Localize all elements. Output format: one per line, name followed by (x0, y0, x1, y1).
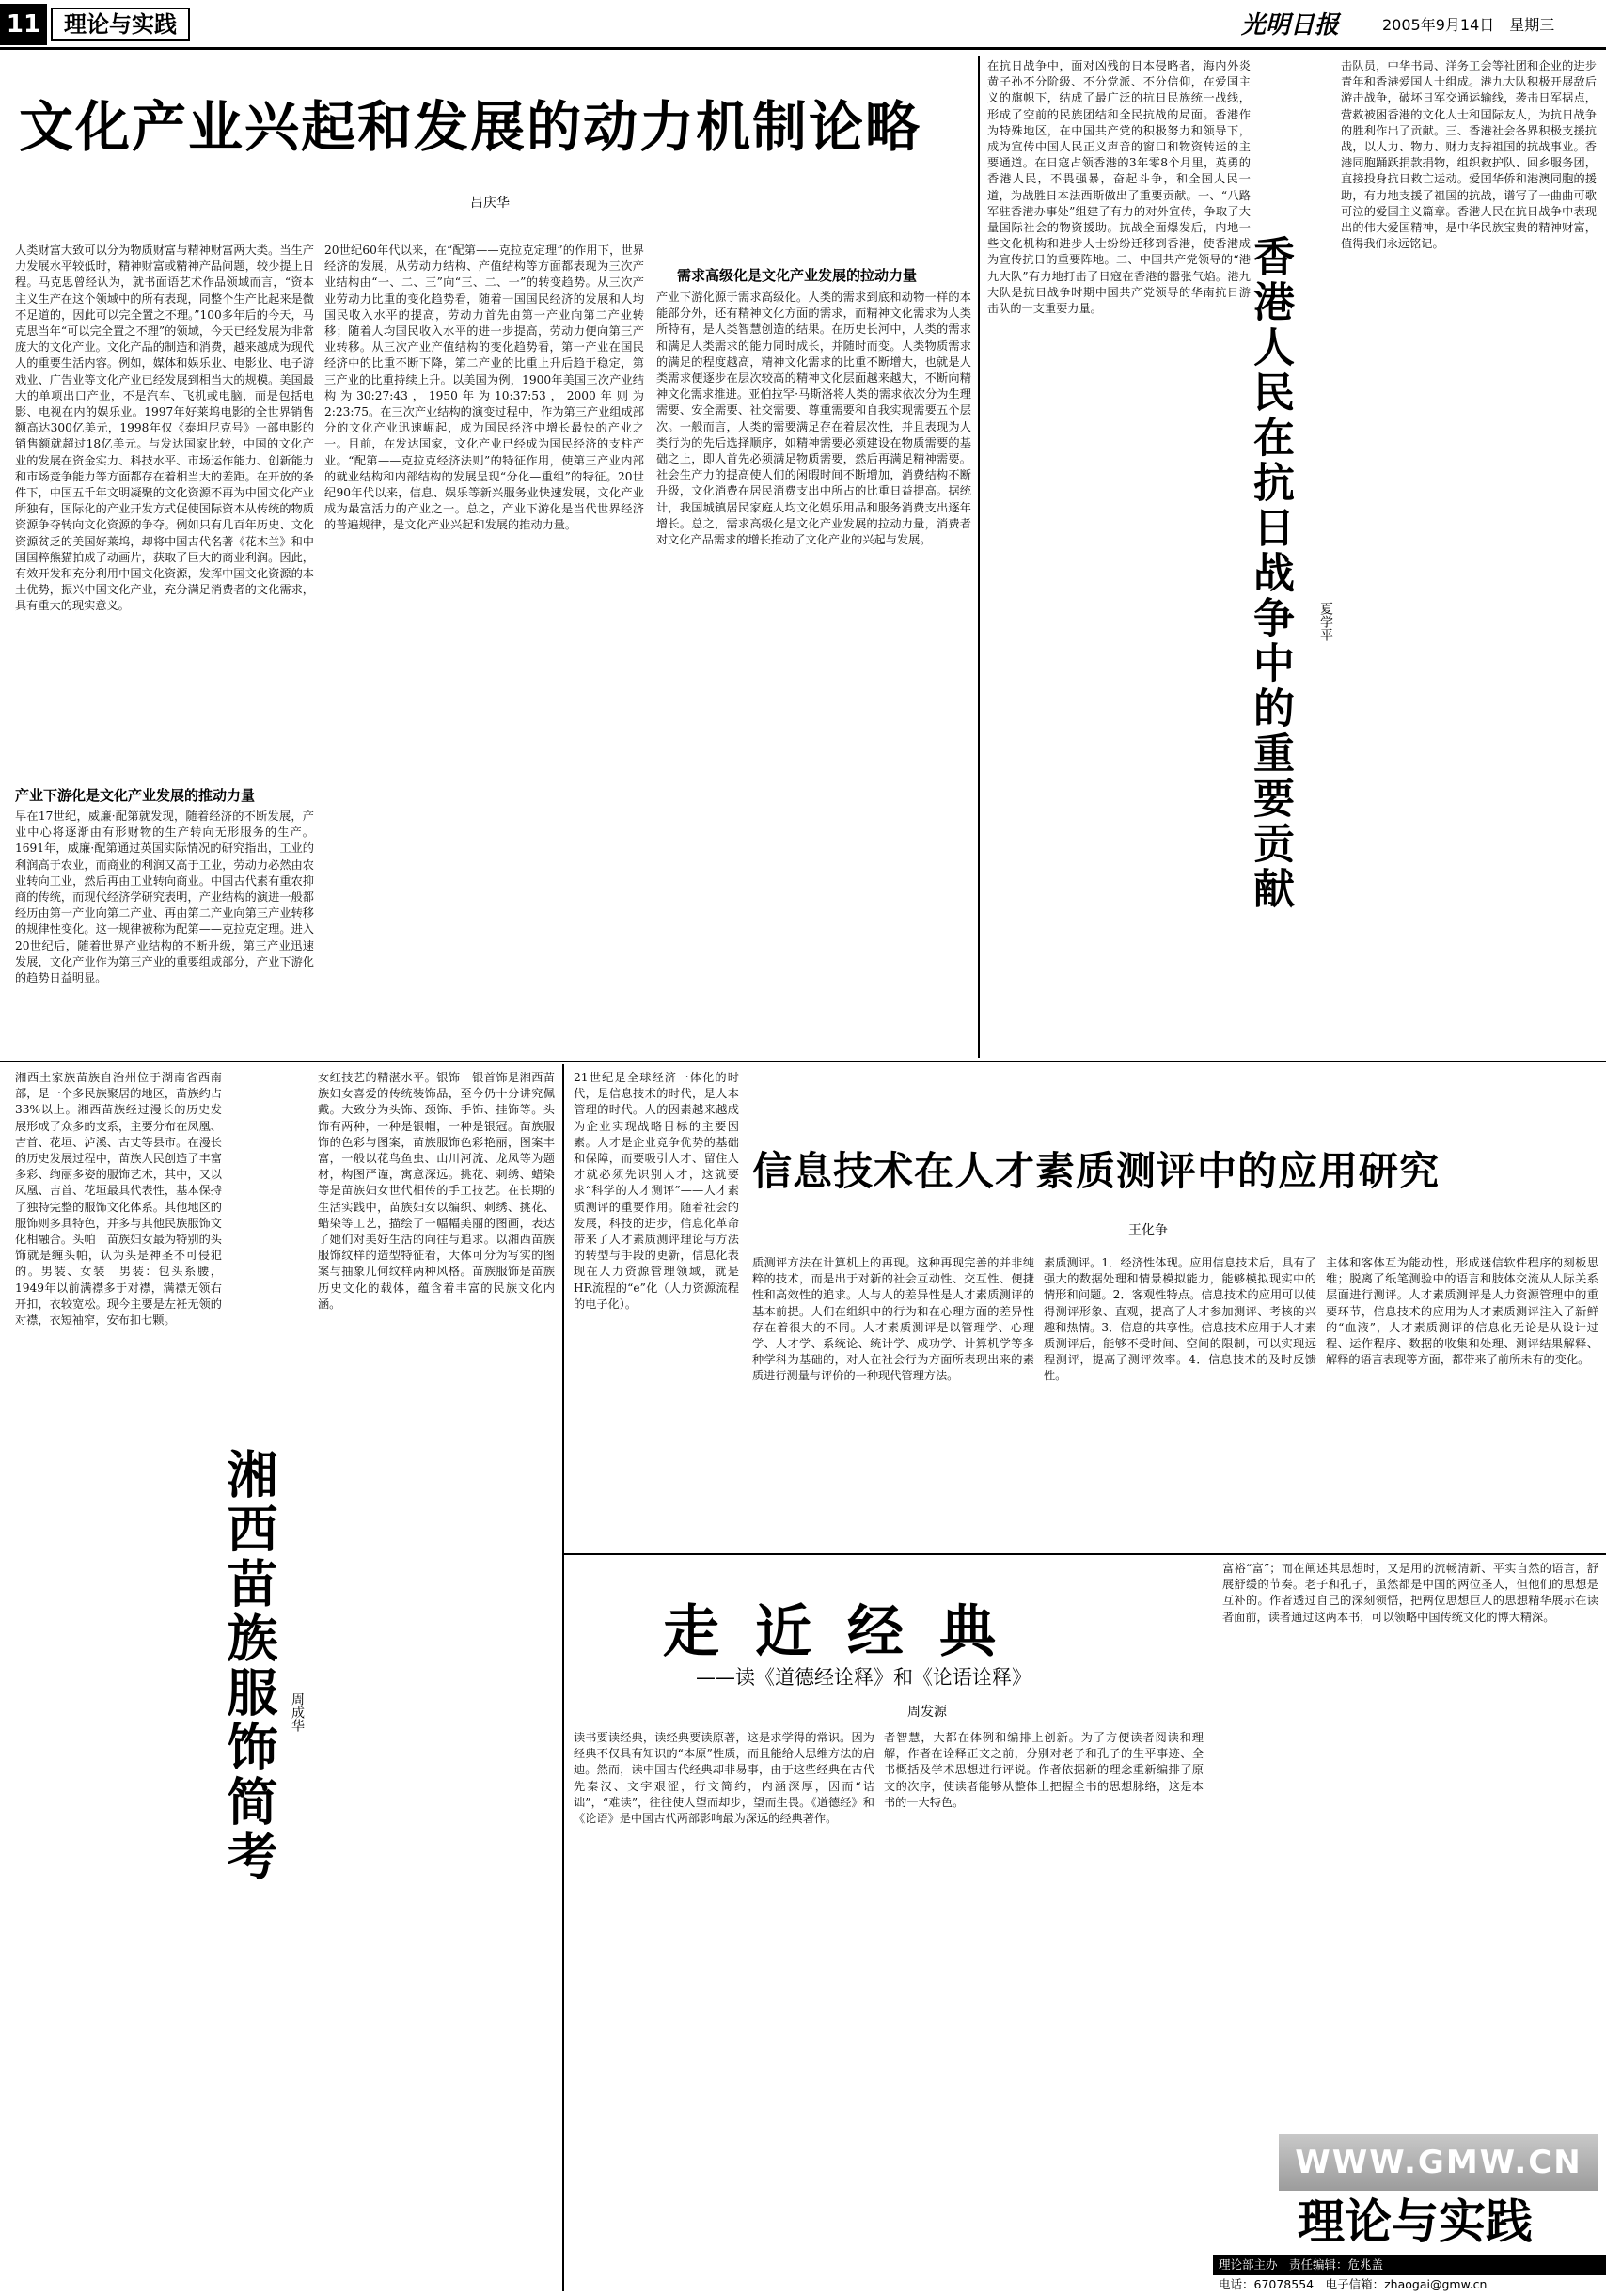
article1-col2: 20世纪60年代以来，在“配第——克拉克定理”的作用下，世界经济的发展，从劳动力结构、产值结构等方面都表现为三次产业结构由“一、二、三”向“三、二、一”的转变趋势。从三次产业劳动力比重的变化趋势看，随着一国国民经济的发展和人均国民收入水平的提高，劳动力首先由第一产业向第二产业转移；随着人均国民收入水平的进一步提高，劳动力便向第三产业转移。从三次产业产值结构的变化趋势看，第一产业在国民经济中的比重不断下降，第二产业的比重上升后趋于稳定，第三产业的比重持续上升。以美国为例，1900年美国三次产业结构为30:27:43，1950年为10:37:53，2000年则为2:23:75。在三次产业结构的演变过程中，作为第三产业组成部分的文化产业迅速崛起，成为国民经济中增长最快的产业之一。目前，在发达国家，文化产业已经成为国民经济的支柱产业。“配第——克拉克经济法则”的特征作用，使第三产业内部的就业结构和内部结构的发展呈现“分化—重组”的特征。20世纪90年代以来，信息、娱乐等新兴服务业快速发展，文化产业成为最富活力的产业之一。总之，产业下游化是当代世界经济的普遍规律，是文化产业兴起和发展的推动力量。 (324, 244, 644, 532)
article1-col3: 产业下游化源于需求高级化。人类的需求到底和动物一样的本能部分外，还有精神文化方面的需求，而精神文化需求为人类所特有，是人类智慧创造的结果。在历史长河中，人类的需求和满足人类需求的能力同时成长，并随时而变。人类物质需求的满足的程度越高，精神文化需求的比重不断增大，也就是人类需求便逐步在层次较高的精神文化层面越来越大，不断向精神文化需求推进。亚伯拉罕·马斯洛将人类的需求依次分为生理需要、安全需要、社交需要、尊重需要和自我实现需要五个层次。一般而言，人类的需要满足存在着层次性，并且表现为人类行为的先后选择顺序，如精神需要必须建设在物质需要的基础之上，即人首先必须满足物质需要，然后再满足精神需要。社会生产力的提高使人们的闲暇时间不断增加，消费结构不断升级，文化消费在居民消费支出中所占的比重日益提高。据统计，我国城镇居民家庭人均文化娱乐用品和服务消费支出逐年增长。总之，需求高级化是文化产业发展的拉动力量，消费者对文化产品需求的增长推动了文化产业的兴起与发展。 (656, 291, 971, 547)
article5-col2: 者智慧，大都在体例和编排上创新。为了方便读者阅读和理解，作者在诠释正文之前，分别对老子和孔子的生平事迹、全书概括及学术思想进行评说。作者依据新的理念重新编排了原文的次序，使读者能够从整体上把握全书的思想脉络，这是本书的一大特色。 (884, 1731, 1204, 1809)
article4-col3: 素质测评。1．经济性体现。应用信息技术后，具有了强大的数据处理和情景模拟能力，能够模拟现实中的情形和问题。2．客观性特点。信息技术的应用可以使得测评形象、直观，提高了人才参加测评、考核的兴趣和热情。3．信息的共享性。信息技术应用于人才素质测评后，能够不受时间、空间的限制，可以实现远程测评，提高了测评效率。4．信息技术的及时反馈性。 (1044, 1256, 1316, 1383)
editor-credits: 理论部主办 责任编辑：危兆盖 (1213, 2255, 1606, 2275)
article2-title: 香港人民在抗日战争中的重要贡献 (1246, 235, 1294, 912)
gmw-logo: WWW.GMW.CN (1279, 2134, 1598, 2191)
section-footer-title: 理论与实践 (1298, 2194, 1533, 2249)
article4-col1: 21世纪是全球经济一体化的时代，是信息技术的时代，是人本管理的时代。人的因素越来越成为企业实现战略目标的主要因素。人才是企业竞争优势的基础和保障，而要吸引人才、留住人才就必须先识别人才，这就要求“科学的人才测评”——人才素质测评的重要作用。随着社会的发展，科技的进步，信息化革命带来了人才素质测评理论与方法的转型与手段的更新，信息化表现在人力资源管理领域，就是HR流程的“e”化（人力资源流程的电子化）。 (574, 1071, 739, 1311)
article1-subhead2: 需求高级化是文化产业发展的拉动力量 (677, 267, 918, 284)
article3-author: 周成华 (290, 1692, 305, 1732)
article1-subhead1: 产业下游化是文化产业发展的推动力量 (15, 787, 256, 804)
column-divider (978, 56, 980, 1058)
section-rule (0, 1061, 1606, 1062)
article4-col4: 主体和客体互为能动性，形成迷信软件程序的刻板思维；脱离了纸笔测验中的语言和肢体交流从人际关系层面进行测评。人才素质测评是人力资源管理中的重要环节，信息技术的应用为人才素质测评注入了新鲜的“血液”，人才素质测评的信息化无论是从设计过程、运作程序、数据的收集和处理、测评结果解释、解释的语言表现等方面，都带来了前所未有的变化。 (1326, 1256, 1598, 1367)
article4-author: 王化争 (1128, 1223, 1168, 1238)
masthead-logo: 光明日报 (1241, 11, 1340, 39)
article1-title: 文化产业兴起和发展的动力机制论略 (19, 95, 922, 159)
article5-author: 周发源 (907, 1705, 947, 1720)
article3-title: 湘西苗族服饰简考 (219, 1448, 278, 1884)
article3-col2: 女红技艺的精湛水平。银饰 银首饰是湘西苗族妇女喜爱的传统装饰品，至今仍十分讲究佩戴。大致分为头饰、颈饰、手饰、挂饰等。头饰有两种，一种是银帽，一种是银冠。苗族服饰的色彩与图案，苗族服饰色彩艳丽，图案丰富，一般以花鸟鱼虫、山川河流、龙凤等为题材，构图严谨，寓意深远。挑花、刺绣、蜡染等是苗族妇女世代相传的手工技艺。在长期的生活实践中，苗族妇女以编织、刺绣、挑花、蜡染等工艺，描绘了一幅幅美丽的图画，表达了她们对美好生活的向往与追求。以湘西苗族服饰纹样的造型特征看，大体可分为写实的图案与抽象几何纹样两种风格。苗族服饰是苗族历史文化的载体，蕴含着丰富的民族文化内涵。 (318, 1071, 555, 1311)
column-divider-2 (562, 1064, 564, 2291)
article1-col1b: 早在17世纪，威廉·配第就发现，随着经济的不断发展，产业中心将逐渐由有形财物的生产转向无形服务的生产。1691年，威廉·配第通过英国实际情况的研究指出，工业的利润高于农业，而商业的利润又高于工业，劳动力必然由农业转向工业，然后再由工业转向商业。中国古代素有重农抑商的传统，而现代经济学研究表明，产业结构的演进一般都经历由第一产业向第二产业、再由第二产业向第三产业转移的规律性变化。这一规律被称为配第——克拉克定理。进入20世纪后，随着世界产业结构的不断升级，第三产业迅速发展，文化产业作为第三产业的重要组成部分，产业下游化的趋势日益明显。 (15, 810, 314, 985)
article4-col2: 质测评方法在计算机上的再现。这种再现完善的并非纯粹的技术，而是出于对新的社会互动性、交互性、便捷性和高效性的追求。人与人的差异性是人才素质测评的基本前提。人们在组织中的行为和在心理方面的差异性存在着很大的不同。人才素质测评是以管理学、心理学、人才学、系统论、统计学、成功学、计算机学等多种学科为基础的，对人在社会行为方面所表现出来的素质进行测量与评价的一种现代管理方法。 (752, 1256, 1034, 1383)
article2-col2: 击队员，中华书局、洋务工会等社团和企业的进步青年和香港爱国人士组成。港九大队积极开展敌后游击战争，破坏日军交通运输线，袭击日军据点，营救被困香港的文化人士和国际友人，为抗日战争的胜利作出了贡献。三、香港社会各界积极支援抗战，以人力、物力、财力支持祖国的抗战事业。香港同胞踊跃捐款捐物，组织救护队、回乡服务团，直接投身抗日救亡运动。爱国华侨和港澳同胞的援助，有力地支援了祖国的抗战，谱写了一曲曲可歌可泣的爱国主义篇章。香港人民在抗日战争中表现出的伟大爱国精神，是中华民族宝贵的精神财富，值得我们永远铭记。 (1341, 59, 1597, 251)
section-rule-2 (564, 1553, 1606, 1555)
article5-subtitle: ——读《道德经诠释》和《论语诠释》 (696, 1666, 1031, 1689)
issue-date: 2005年9月14日 星期三 (1382, 16, 1555, 34)
article2-col1: 在抗日战争中，面对凶残的日本侵略者，海内外炎黄子孙不分阶级、不分党派、不分信仰，在爱国主义的旗帜下，结成了最广泛的抗日民族统一战线，形成了空前的民族团结和全民抗战的局面。香港作为特殊地区，在中国共产党的积极努力和领导下，成为宣传中国人民正义声音的窗口和物资转运的主要通道。在日寇占领香港的3年零8个月里，英勇的香港人民，不畏强暴，奋起斗争，和全国人民一道，为战胜日本法西斯做出了重要贡献。一、“八路军驻香港办事处”组建了有力的对外宣传，争取了大量国际社会的物资援助。抗战全面爆发后，内地一些文化机构和进步人士纷纷迁移到香港，使香港成为宣传抗日的重要阵地。二、中国共产党领导的“港九大队”有力地打击了日寇在香港的嚣张气焰。港九大队是抗日战争时期中国共产党领导的华南抗日游击队的一支重要力量。 (987, 59, 1251, 316)
article1-author: 吕庆华 (470, 196, 510, 211)
article1-col1: 人类财富大致可以分为物质财富与精神财富两大类。当生产力发展水平较低时，精神财富或精神产品问题，较少提上日程。马克思曾经认为，就书面语艺术作品领域而言，“资本主义生产在这个领域中的所有表现，同整个生产比起来是微不足道的，因此可以完全置之不理。”100多年后的今天，马克思当年“可以完全置之不理”的领域，今天已经发展为非常庞大的文化产业。文化产品的制造和消费，越来越成为现代人的重要生活内容。例如，媒体和娱乐业、电影业、电子游戏业、广告业等文化产业已经发展到相当大的规模。美国最大的单项出口产业，不是汽车、飞机或电脑，而是包括电影、电视在内的娱乐业。1997年好莱坞电影的全世界销售额高达300亿美元，1998年仅《泰坦尼克号》一部电影的销售额就超过18亿美元。与发达国家比较，中国的文化产业的发展在资金实力、科技水平、市场运作能力、创新能力和市场竞争能力等方面都存在着相当大的差距。在开放的条件下，中国五千年文明凝聚的文化资源不再为中国文化产业所独有，国际化的产业开发方式促使国际资本从传统的物质资源争夺转向文化资源的争夺。例如只有几百年历史、文化资源贫乏的美国好莱坞，却将中国古代名著《花木兰》和中国国粹熊猫拍成了动画片，获取了巨大的商业利润。因此，有效开发和充分利用中国文化资源，发挥中国文化资源的本土优势，振兴中国文化产业，充分满足消费者的文化需求，具有重大的现实意义。 (15, 244, 314, 613)
page-number: 11版 (0, 4, 47, 45)
article5-col3: 富裕“富”；而在阐述其思想时，又是用的流畅清新、平实自然的语言，舒展舒缓的节奏。老子和孔子，虽然都是中国的两位圣人，但他们的思想是互补的。作者透过自己的深刻领悟，把两位思想巨人的思想精华展示在读者面前，读者通过这两本书，可以领略中国传统文化的博大精深。 (1222, 1562, 1598, 1624)
section-label: 理论与实践 (51, 8, 190, 41)
article5-col1: 读书要读经典，读经典要读原著，这是求学得的常识。因为经典不仅具有知识的“本原”性质，而且能给人思维方法的启迪。然而，读中国古代经典却非易事，由于这些经典在古代先秦汉、文字艰涩，行文简约，内涵深厚，因而“诘诎”，“难读”，往往使人望而却步，望而生畏。《道德经》和《论语》是中国古代两部影响最为深远的经典著作。 (574, 1731, 874, 1826)
article5-title: 走近经典 (663, 1599, 1031, 1665)
contact-info: 电话：67078554 电子信箱：zhaogai@gmw.cn (1219, 2277, 1488, 2291)
article3-col1: 湘西土家族苗族自治州位于湖南省西南部，是一个多民族聚居的地区，苗族约占33%以上。湘西苗族经过漫长的历史发展形成了众多的支系，主要分布在凤凰、吉首、花垣、泸溪、古丈等县市。在漫长的历史发展过程中，苗族人民创造了丰富多彩、绚丽多姿的服饰艺术，其中，又以凤凰、吉首、花垣最具代表性，基本保持了独特完整的服饰文化体系。其他地区的服饰则多具特色，并多与其他民族服饰文化相融合。头帕 苗族妇女最为特别的头饰就是缠头帕，认为头是神圣不可侵犯的。男装、女装 男装：包头系腰，1949年以前满襟多于对襟，满襟无领右开扣，衣较宽松。现今主要是左衽无领的对襟，衣短袖窄，安布扣七颗。 (15, 1071, 222, 1328)
article2-author: 夏学平 (1318, 602, 1333, 641)
header-rule (0, 47, 1606, 50)
article4-title: 信息技术在人才素质测评中的应用研究 (752, 1148, 1441, 1194)
